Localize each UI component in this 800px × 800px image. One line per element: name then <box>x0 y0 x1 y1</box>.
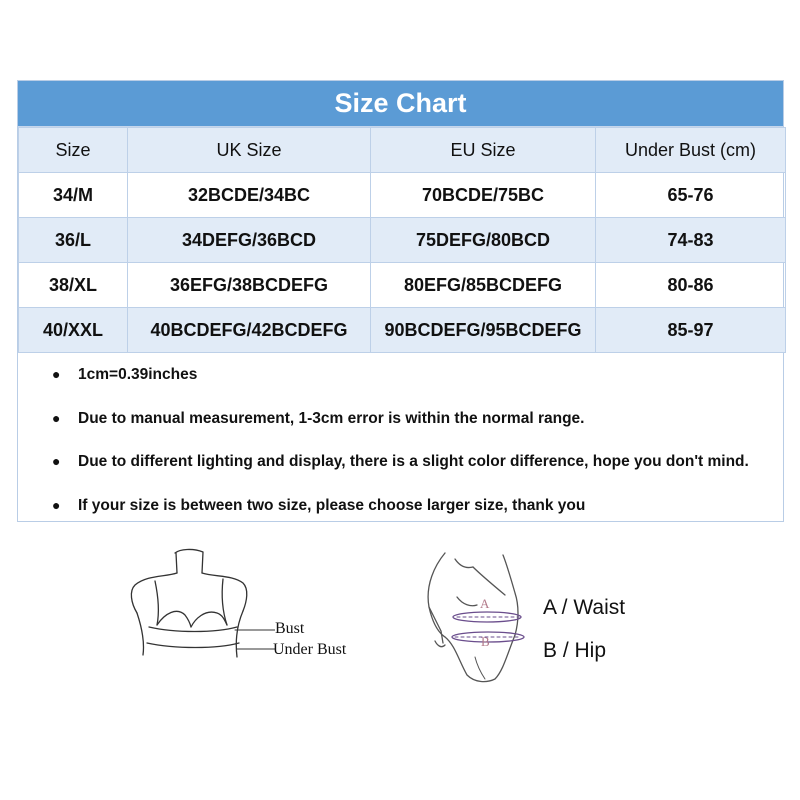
cell-uk-size: 32BCDE/34BC <box>128 173 371 218</box>
cell-size: 34/M <box>19 173 128 218</box>
table-row <box>19 263 786 308</box>
note-text: Due to different lighting and display, there is a slight color difference, hope you don't mind. <box>78 453 749 470</box>
mark-a: A <box>480 596 490 611</box>
bullet-icon: ● <box>52 409 61 426</box>
cell-uk-size: 40BCDEFG/42BCDEFG <box>128 308 371 353</box>
legend-hip: B / Hip <box>543 639 607 662</box>
cell-under-bust: 85-97 <box>596 308 786 353</box>
cell-uk-size: 34DEFG/36BCD <box>128 218 371 263</box>
column-header-eu-size: EU Size <box>371 128 596 173</box>
list-item <box>18 484 783 528</box>
table-header-row <box>19 128 786 173</box>
bullet-icon: ● <box>52 366 61 382</box>
cell-size: 36/L <box>19 218 128 263</box>
chart-title: Size Chart <box>18 81 783 127</box>
bra-measurement-illustration <box>125 545 275 680</box>
mark-b: B <box>481 634 490 649</box>
column-header-under-bust: Under Bust (cm) <box>596 128 786 173</box>
cell-eu-size: 70BCDE/75BC <box>371 173 596 218</box>
bullet-icon: ● <box>52 453 61 469</box>
table-row <box>19 218 786 263</box>
column-header-uk-size: UK Size <box>128 128 371 173</box>
cell-eu-size: 80EFG/85BCDEFG <box>371 263 596 308</box>
notes-list <box>18 353 783 527</box>
note-text: Due to manual measurement, 1-3cm error is within the normal range. <box>78 409 585 427</box>
bullet-icon: ● <box>52 496 61 513</box>
legend-waist: A / Waist <box>543 596 626 619</box>
cell-eu-size: 75DEFG/80BCD <box>371 218 596 263</box>
cell-size: 40/XXL <box>19 308 128 353</box>
body-measurement-illustration <box>415 545 530 685</box>
table-row <box>19 308 786 353</box>
cell-uk-size: 36EFG/38BCDEFG <box>128 263 371 308</box>
note-text: If your size is between two size, please choose larger size, thank you <box>78 496 586 514</box>
note-text: 1cm=0.39inches <box>78 366 198 383</box>
cell-under-bust: 74-83 <box>596 218 786 263</box>
cell-eu-size: 90BCDEFG/95BCDEFG <box>371 308 596 353</box>
list-item <box>18 353 783 397</box>
under-bust-label: Under Bust <box>273 641 347 658</box>
cell-size: 38/XL <box>19 263 128 308</box>
size-chart <box>17 80 784 522</box>
table-row <box>19 173 786 218</box>
size-table <box>18 127 786 353</box>
column-header-size: Size <box>19 128 128 173</box>
bust-label: Bust <box>275 620 305 637</box>
list-item <box>18 440 783 484</box>
cell-under-bust: 80-86 <box>596 263 786 308</box>
cell-under-bust: 65-76 <box>596 173 786 218</box>
list-item <box>18 397 783 441</box>
